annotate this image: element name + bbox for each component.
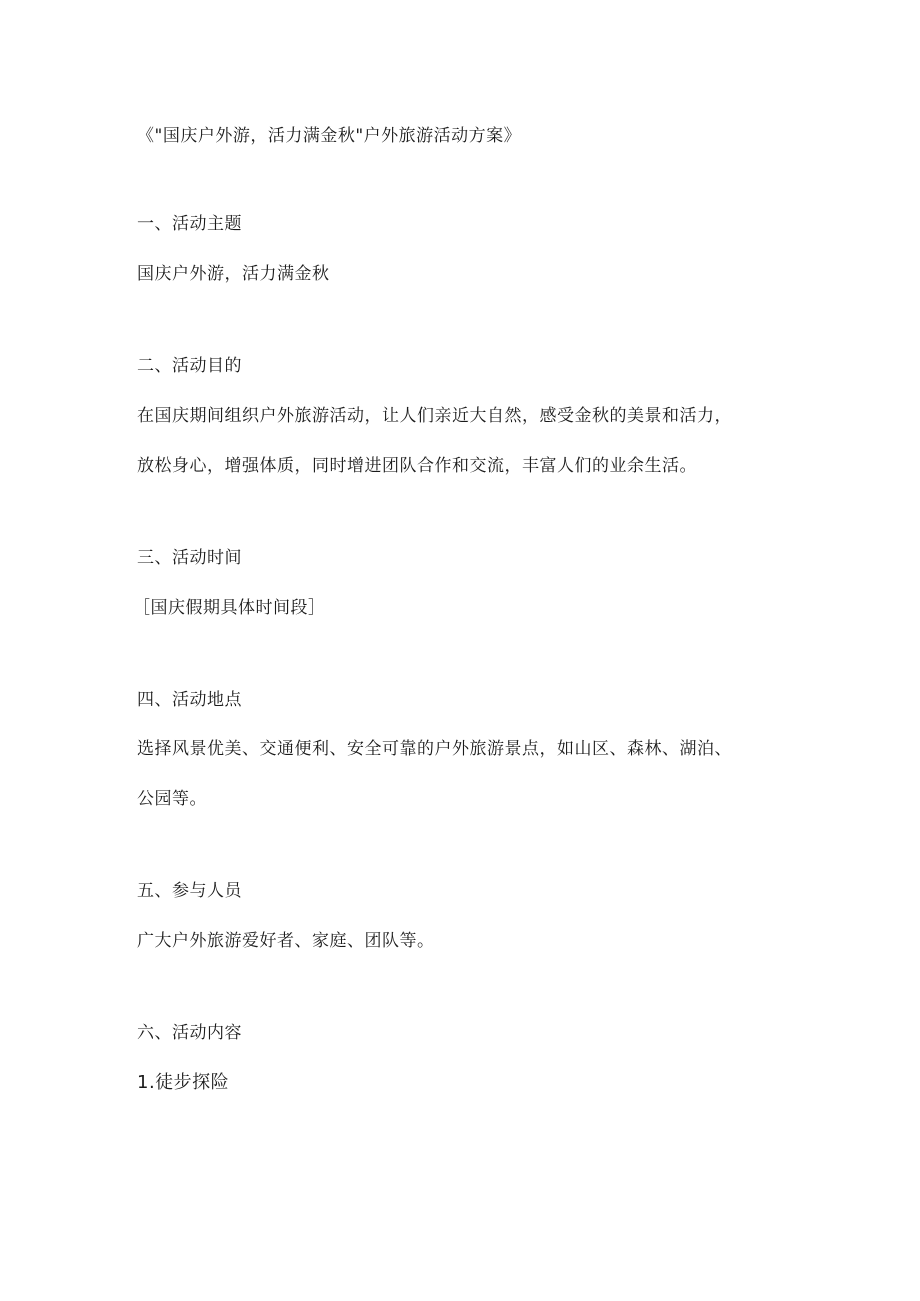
section-heading-time: 三、活动时间: [137, 548, 242, 568]
section-text-theme: 国庆户外游，活力满金秋: [137, 264, 330, 284]
document-title: 《"国庆户外游，活力满金秋"户外旅游活动方案》: [137, 126, 522, 146]
section-text-purpose-line1: 在国庆期间组织户外旅游活动，让人们亲近大自然，感受金秋的美景和活力，: [137, 406, 732, 426]
section-text-time: ［国庆假期具体时间段］: [133, 598, 326, 618]
section-heading-purpose: 二、活动目的: [137, 356, 242, 376]
content-item-hiking: 1.徒步探险: [137, 1072, 230, 1093]
section-text-location-line1: 选择风景优美、交通便利、安全可靠的户外旅游景点，如山区、森林、湖泊、: [137, 739, 732, 759]
section-heading-participants: 五、参与人员: [137, 881, 242, 901]
section-heading-content: 六、活动内容: [137, 1023, 242, 1043]
section-heading-location: 四、活动地点: [137, 690, 242, 710]
section-text-location-line2: 公园等。: [137, 789, 207, 809]
section-text-purpose-line2: 放松身心，增强体质，同时增进团队合作和交流，丰富人们的业余生活。: [137, 456, 697, 476]
section-text-participants: 广大户外旅游爱好者、家庭、团队等。: [137, 931, 435, 951]
section-heading-theme: 一、活动主题: [137, 214, 242, 234]
